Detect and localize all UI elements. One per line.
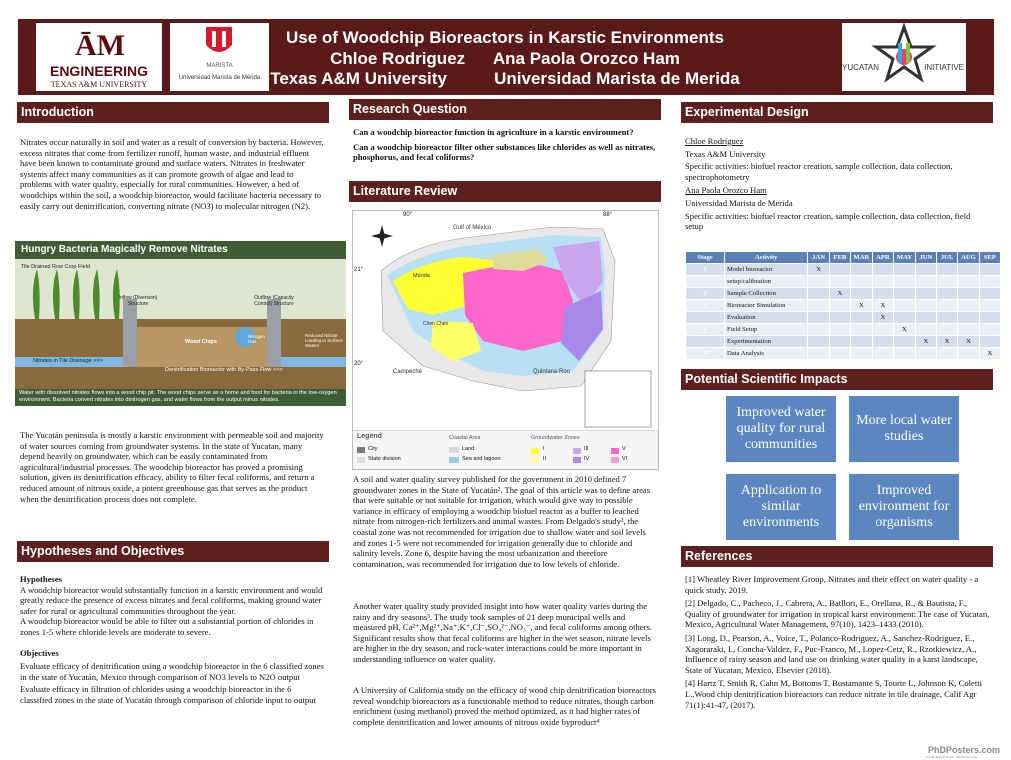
schedule-mark: X — [872, 312, 893, 324]
schedule-mark — [829, 336, 850, 348]
schedule-mark — [808, 324, 829, 336]
reference-4: [4] Hartz T, Smith R, Cahn M, Bottoms T, Bustamante S, Tourte L, Johnson K, Coletti L.,Wood chip denitrification bioreactors can reduce nitrate in tile drainage, Calif Agr 71(1):41-47, (2017). — [685, 678, 982, 710]
schedule-mark — [958, 324, 980, 336]
schedule-header-cell: FEB — [829, 252, 850, 264]
fig-label-field: Tile Drained Row Crop Field — [21, 264, 90, 270]
schedule-header-cell: JAN — [808, 252, 829, 264]
schedule-activity: Field Setup — [724, 324, 808, 336]
schedule-mark — [894, 300, 916, 312]
hypothesis-2: A woodchip bioreactor would be able to filter out a substantial portion of chlorides in zones 1-5 where chloride levels are moderate to severe. — [20, 616, 314, 637]
schedule-mark — [808, 312, 829, 324]
map-legend-title: Legend — [357, 433, 382, 440]
references-heading: References — [681, 546, 993, 567]
schedule-header-cell: JUN — [915, 252, 936, 264]
legend-groundwater-title: Groundwater Zones — [531, 435, 580, 441]
schedule-mark: X — [894, 324, 916, 336]
schedule-activity: Sample Collection — [724, 288, 808, 300]
schedule-mark: X — [979, 348, 1000, 360]
yucatan-logo-text-right: INITIATIVE — [924, 63, 964, 72]
schedule-activity: Experimentation — [724, 336, 808, 348]
schedule-mark — [808, 276, 829, 288]
schedule-mark — [808, 348, 829, 360]
literature-review-heading: Literature Review — [349, 181, 661, 202]
hypothesis-1: A woodchip bioreactor would substantially function in a karstic environment and would greatly reduce the presence of excess nitrates and fecal coliforms, making ground water safer for rural or agricultural communities throughout the year. — [20, 584, 323, 616]
schedule-mark — [894, 276, 916, 288]
map-lon-90: 90° — [403, 212, 413, 218]
schedule-mark — [915, 348, 936, 360]
legend-city: City — [368, 446, 378, 452]
literature-paragraph-2: Another water quality study provided insight into how water quality varies during the rainy and dry seasons³. The study took samples of 21 deep municipal wells and measured pH, Ca²⁺,Mg²⁺,Na⁺,K⁺,Cl⁻,SO₄²⁻,NO₃⁻, and fecal coliforms among others. Significant results show that fecal coliforms are higher in the wet season, nitrate levels are higher in the dry season, and rock-water interactions could be more important in understanding influence on water quality. — [353, 601, 652, 664]
schedule-stage: 4 — [686, 324, 725, 336]
schedule-mark — [872, 288, 893, 300]
schedule-mark — [829, 276, 850, 288]
schedule-mark — [979, 276, 1000, 288]
schedule-table — [685, 251, 1001, 360]
map-label-campeche: Campeche — [393, 369, 423, 375]
literature-paragraph-3: A University of California study on the efficacy of wood chip denitrification bioreactors reveal woodchip bioreactors as a functionable method to reduce nitrates, though carbon enrichment (using methanol) proved the method optimized, as it had higher rates of complete denitrification and lower amounts of nitrous oxide byproduct⁴ — [353, 685, 656, 727]
impact-card-4: Improved environment for organisms — [849, 474, 959, 540]
research-question-1: Can a woodchip bioreactor function in agriculture in a karstic environment? — [353, 127, 634, 137]
schedule-row — [686, 336, 1001, 348]
fig-label-inflow: Inflow (Diversion) Structure — [118, 295, 158, 307]
map-label-quintana-roo: Quintana Roo — [533, 369, 571, 375]
hypotheses-heading: Hypotheses and Objectives — [17, 541, 329, 562]
fig-label-reduced: Reduced Nitrate Loading to Surface Waters — [305, 333, 343, 348]
schedule-mark — [915, 312, 936, 324]
schedule-mark — [872, 324, 893, 336]
schedule-mark — [850, 312, 872, 324]
footer-brand: PhDPosters.com — [928, 745, 1001, 755]
marista-shield-icon — [202, 25, 236, 61]
map-graphic — [353, 211, 658, 469]
map-lat-21: 21° — [354, 267, 364, 273]
fig-label-bypass: Denitrification Bioreactor with By-Pass Flow >>> — [165, 367, 283, 373]
impact-card-1: Improved water quality for rural communities — [726, 396, 836, 462]
schedule-mark — [979, 300, 1000, 312]
schedule-mark — [979, 288, 1000, 300]
schedule-activity: Model bioreactor — [724, 264, 808, 276]
person-2-activities: Specific activities: biofuel reactor creation, sample collection, data collection, field setup — [685, 210, 971, 232]
schedule-mark — [850, 348, 872, 360]
svg-text:ĀM: ĀM — [75, 29, 125, 62]
schedule-mark — [958, 276, 980, 288]
schedule-mark — [958, 288, 980, 300]
map-label-merida: Mérida — [413, 273, 430, 279]
fig-label-drainage: Nitrates in Tile Drainage >>> — [33, 358, 103, 364]
schedule-mark — [958, 312, 980, 324]
schedule-row — [686, 324, 1001, 336]
schedule-mark — [937, 276, 958, 288]
schedule-mark — [894, 312, 916, 324]
tamu-atm-icon — [75, 25, 125, 62]
schedule-mark — [872, 336, 893, 348]
schedule-row — [686, 264, 1001, 276]
schedule-activity: Evaluation — [724, 312, 808, 324]
schedule-mark — [894, 336, 916, 348]
reference-2: [2] Delgado, C., Pacheco, J., Cabrera, A., Batllori, E., Orellana, R., & Bautista, F., Quality of groundwater for irrigation in tropical karst environment: The case of Yucatan, Mexico, Agricultural Water Management, 97(10), 1423–1433 (2010). — [685, 598, 990, 630]
schedule-mark — [850, 324, 872, 336]
intro-paragraph-1: Nitrates occur naturally in soil and water as a result of conversion by bacteria. However, excess nitrates that come from fertilizer runoff, human waste, and industrial effluent have been known to contaminate ground and surface waters. Nitrates in freshwater systems affect many communities as it can promote growth of algae and lead to problems with water quality, especially for rural communities. However, a bed of woodchips within the soil, a woodchip bioreactor, would facilitate bacteria necessary to easily carry out denitrification, converting nitrate (NO3) to molecular nitrogen (N2). — [20, 137, 324, 211]
schedule-mark — [829, 300, 850, 312]
person-2-name: Ana Paola Orozco Ham — [685, 185, 767, 196]
schedule-mark — [829, 348, 850, 360]
experimental-design-heading: Experimental Design — [681, 102, 993, 123]
schedule-mark — [958, 348, 980, 360]
schedule-mark — [915, 324, 936, 336]
map-lon-88: 88° — [603, 212, 613, 218]
schedule-mark — [958, 264, 980, 276]
schedule-header-cell: JUL — [937, 252, 958, 264]
hypotheses-label: Hypotheses — [20, 574, 63, 584]
schedule-mark — [850, 288, 872, 300]
objective-2: Evaluate efficacy in filtration of chlorides using a woodchip bioreactor in the 6 classified zones in the state of Yucatán through comparison of chloride input to output — [20, 684, 316, 705]
literature-paragraph-1: A soil and water quality survey published for the government in 2010 defined 7 groundwater zones in the State of Yucatán². The goal of this article was to define areas that were suitable or not suitable for irrigation, which would give way to possible variance in efficacy of employing a woodchip biofuel reactor as a buffer to leached nitrate from nitrogen-rich fertilizers and animal wastes. From Delgado's study², the coastal zone was not recommended for irrigation due to shallow water and soil levels and zones 1-5 were not recommended for irrigation generally due to chloride and salinity levels. Zone 6, despite having the most urbanization and therefore contamination, was recommended for irrigation due to low levels of chloride. — [353, 474, 651, 569]
legend-zone-2: II — [543, 456, 547, 462]
schedule-mark — [894, 264, 916, 276]
schedule-mark — [872, 264, 893, 276]
schedule-row — [686, 288, 1001, 300]
schedule-mark — [979, 264, 1000, 276]
yucatan-groundwater-map — [352, 210, 659, 470]
objective-1: Evaluate efficacy of denitrification using a woodchip bioreactor in the 6 classified zones in the state of Yucatán, Mexico through comparison of NO3 levels to N2O output — [20, 661, 324, 682]
impact-card-3: Application to similar environments — [726, 474, 836, 540]
schedule-stage — [686, 312, 725, 324]
schedule-mark: X — [872, 300, 893, 312]
person-1-school: Texas A&M University — [685, 148, 766, 159]
person-1-activities: Specific activities: biofuel reactor creation, sample collection, data collection, spectrophotometry — [685, 161, 953, 182]
legend-zone-6: VI — [622, 456, 628, 462]
schedule-mark — [872, 348, 893, 360]
schedule-row — [686, 312, 1001, 324]
marista-logo-text: Universidad Marista de Mérida — [178, 75, 261, 81]
schedule-mark — [937, 324, 958, 336]
person-1-name: Chloe Rodriguez — [685, 136, 744, 146]
legend-coastal-title: Coastal Area — [449, 435, 481, 441]
footer-tagline: Your Research Poster. Printed For Less. — [925, 755, 979, 759]
bioreactor-figure — [15, 241, 346, 406]
schedule-table-wrap — [685, 251, 1001, 360]
legend-zone-4: IV — [584, 456, 590, 462]
schedule-mark — [850, 336, 872, 348]
figure-caption: Water with dissolved nitrates flows into a wood chip pit. The wood chips serve as a home and food for bacteria in the low-oxygen environment. Bacteria convert nitrates into dinitrogen gas, and water flows from the output minus nitrates. — [15, 389, 346, 406]
fig-label-outflow: Outflow (Capacity Control) Structure — [254, 295, 294, 307]
schedule-stage — [686, 336, 725, 348]
references-list — [685, 574, 990, 710]
schedule-mark: X — [958, 336, 980, 348]
schedule-header-row — [686, 252, 1001, 264]
schedule-stage: 1 — [686, 264, 725, 276]
schedule-mark — [979, 336, 1000, 348]
schedule-stage: 2 — [686, 288, 725, 300]
schedule-header-cell: MAR — [850, 252, 872, 264]
schedule-row — [686, 276, 1001, 288]
schedule-mark — [915, 276, 936, 288]
schedule-mark — [808, 288, 829, 300]
schedule-mark — [894, 288, 916, 300]
schedule-mark — [979, 312, 1000, 324]
compass-icon — [371, 225, 393, 247]
schedule-mark — [872, 276, 893, 288]
schedule-mark — [808, 300, 829, 312]
map-lat-20: 20° — [354, 361, 364, 367]
schedule-header-cell: Stage — [686, 252, 725, 264]
schedule-mark: X — [915, 336, 936, 348]
schedule-mark: X — [850, 300, 872, 312]
schedule-mark — [937, 264, 958, 276]
fig-label-woodchips: Wood Chips — [185, 339, 217, 345]
tamu-logo-text: ENGINEERING — [49, 63, 148, 79]
schedule-header-cell: APR — [872, 252, 893, 264]
legend-zone-3: III — [584, 446, 589, 452]
fig-label-nitrogen: Nitrogen Gas — [248, 334, 266, 344]
research-question-2: Can a woodchip bioreactor filter other substances like chlorides as well as nitrates, phosphorus, and fecal coliforms? — [353, 141, 656, 163]
impacts-heading: Potential Scientific Impacts — [681, 369, 993, 390]
schedule-mark — [850, 264, 872, 276]
schedule-mark — [958, 300, 980, 312]
poster-authors: Chloe Rodriguez Ana Paola Orozco Ham — [330, 49, 680, 68]
yucatan-initiative-logo — [842, 23, 966, 91]
hypotheses-body — [20, 574, 325, 706]
schedule-header-cell: Activity — [724, 252, 808, 264]
schedule-activity: Bioreactor Simulation — [724, 300, 808, 312]
schedule-mark — [979, 324, 1000, 336]
marista-logo-word: MARISTA — [206, 63, 233, 69]
schedule-mark — [894, 348, 916, 360]
schedule-mark — [937, 288, 958, 300]
schedule-mark — [829, 264, 850, 276]
research-questions — [353, 127, 658, 163]
map-label-chen: Chen Chén — [423, 321, 449, 327]
legend-zone-1: I — [543, 446, 545, 452]
research-question-heading: Research Question — [349, 99, 661, 120]
intro-paragraph-2: The Yucatán peninsula is mostly a karstic environment with permeable soil and majority of water sources coming from groundwater systems. In the state of Yucatan, many depend heavily on groundwater, which can be easily contaminated from agricultural/industrial processes. The woodchip bioreactor has proved a promising solution, given its denitrification efficacy, ability to filter fecal coliforms, and return a reduced amount of nitrous oxide, a potent greenhouse gas that serves as the product when the denitrification process does not complete. — [20, 430, 324, 504]
schedule-header-cell: SEP — [979, 252, 1000, 264]
legend-state: State division — [368, 456, 401, 462]
schedule-mark — [937, 300, 958, 312]
schedule-mark — [850, 276, 872, 288]
tamu-engineering-logo — [36, 23, 162, 91]
person-2-school: Universidad Marista de Merida — [685, 197, 793, 208]
intro-heading: Introduction — [17, 102, 329, 123]
schedule-mark: X — [937, 336, 958, 348]
schedule-mark — [915, 300, 936, 312]
objectives-label: Objectives — [20, 647, 59, 658]
schedule-activity: setup/calibration — [724, 276, 808, 288]
schedule-mark — [915, 288, 936, 300]
reference-3: [3] Long, D., Pearson, A., Voice, T., Polanco-Rodriguez, A., Sanchez-Rodriguez, E., Xagoraraki, I., Concha-Valdez, F., Puc-Franco, M., Lopez-Cetz, R., Rzotkiewicz, A., Influence of rainy season and land use on drinking water quality in a karst landscape, State of Yucatan, Mexico, Elsevier (2018). — [685, 632, 978, 675]
schedule-row — [686, 300, 1001, 312]
schedule-stage: 3 — [686, 300, 725, 312]
schedule-header-cell: MAY — [894, 252, 916, 264]
schedule-stage: 5 — [686, 348, 725, 360]
star-icon — [874, 23, 934, 83]
schedule-mark: X — [808, 264, 829, 276]
legend-zone-5: V — [622, 446, 626, 452]
poster-title: Use of Woodchip Bioreactors in Karstic Environments — [286, 28, 724, 47]
schedule-mark — [915, 264, 936, 276]
yucatan-logo-text-left: YUCATAN — [842, 63, 880, 72]
schedule-header-cell: AUG — [958, 252, 980, 264]
schedule-mark — [829, 312, 850, 324]
poster-affiliations: Texas A&M University Universidad Marista de Merida — [270, 69, 740, 88]
schedule-activity: Data Analysis — [724, 348, 808, 360]
impact-card-2: More local water studies — [849, 396, 959, 462]
schedule-mark — [937, 312, 958, 324]
tamu-logo-subtext: TEXAS A&M UNIVERSITY — [50, 80, 148, 89]
schedule-row — [686, 348, 1001, 360]
experimental-design-body — [685, 136, 985, 232]
schedule-mark — [829, 324, 850, 336]
schedule-mark: X — [829, 288, 850, 300]
schedule-mark — [808, 336, 829, 348]
schedule-mark — [937, 348, 958, 360]
map-label-gulf: Gulf of México — [453, 225, 492, 231]
legend-land: Land — [462, 446, 475, 452]
legend-sea: Sea and lagoon — [462, 456, 501, 462]
schedule-stage — [686, 276, 725, 288]
reference-1: [1] Wheatley River Improvement Group, Nitrates and their effect on water quality - a quick study, 2019. — [685, 574, 979, 595]
figure-title: Hungry Bacteria Magically Remove Nitrates — [15, 241, 346, 259]
